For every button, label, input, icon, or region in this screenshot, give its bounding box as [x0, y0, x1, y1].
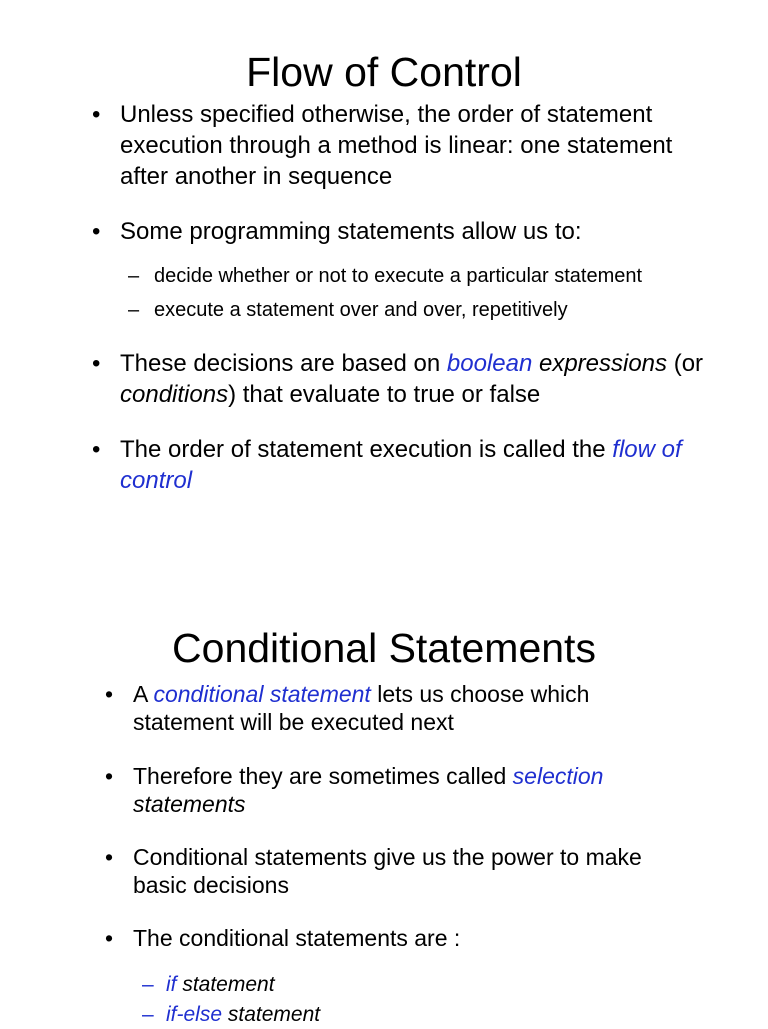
slide1-bullet-4 — [92, 434, 760, 496]
sub-item-text: decide whether or not to execute a particular statement — [154, 265, 643, 287]
term-selection: selection — [512, 763, 604, 789]
term-conditional-statement: conditional statement — [153, 681, 371, 707]
slide1-bullet-1 — [92, 99, 760, 192]
bullet-text-line — [120, 434, 760, 465]
keyword-if-else: if-else — [166, 1003, 223, 1026]
slide2-bullet-1 — [105, 680, 753, 736]
text-run: These decisions are based on — [120, 350, 447, 377]
text-run: ) that evaluate to true or false — [228, 381, 541, 408]
bullet-text-line: The conditional statements are : — [133, 925, 461, 951]
bullet-text-line: Unless specified otherwise, the order of statement — [120, 101, 653, 128]
slide1-bullet-2 — [92, 216, 760, 247]
sub-item-text: statement — [176, 973, 275, 996]
bullet-text-line: statement will be executed next — [133, 709, 454, 735]
dash-marker: – — [142, 973, 154, 996]
slide2-bullet-4 — [105, 924, 753, 952]
bullet-text-line: execution through a method is linear: one statement — [120, 132, 673, 159]
term-expressions: expressions — [532, 350, 668, 377]
slide1-title: Flow of Control — [246, 49, 522, 95]
dash-marker: – — [128, 265, 140, 287]
term-boolean: boolean — [446, 350, 533, 377]
bullet-text-line: Conditional statements give us the power to make — [133, 844, 642, 870]
dash-marker: – — [142, 1003, 154, 1026]
dash-marker: – — [128, 299, 140, 321]
slide2-sub-item-if-else — [142, 1001, 746, 1029]
slide1-sub-item-2 — [128, 297, 754, 323]
bullet-text-line: Some programming statements allow us to: — [120, 218, 582, 245]
bullet-text-line — [120, 379, 760, 410]
bullet-marker: • — [92, 350, 101, 377]
bullet-text-line — [120, 465, 760, 496]
bullet-text-line — [133, 762, 753, 790]
term-control: control — [120, 467, 193, 494]
bullet-text-line — [133, 680, 753, 708]
bullet-marker: • — [105, 763, 114, 789]
slide2-bullet-3 — [105, 843, 753, 899]
text-run: Therefore they are sometimes called — [133, 763, 513, 789]
bullet-text-line — [120, 348, 760, 379]
bullet-text-line: after another in sequence — [120, 163, 393, 190]
keyword-if: if — [166, 973, 177, 996]
text-run: The order of statement execution is called the — [120, 436, 613, 463]
bullet-marker: • — [105, 681, 114, 707]
text-run: (or — [667, 350, 704, 377]
slide1-sub-item-1 — [128, 263, 754, 289]
slide2-bullet-2 — [105, 762, 753, 818]
text-run: A — [133, 681, 154, 707]
slide2-sub-item-if — [142, 971, 746, 999]
bullet-marker: • — [92, 218, 101, 245]
bullet-marker: • — [92, 436, 101, 463]
bullet-marker: • — [105, 925, 114, 951]
term-conditions: conditions — [120, 381, 229, 408]
bullet-marker: • — [92, 101, 101, 128]
bullet-text-line: statements — [133, 791, 246, 817]
sub-item-text: execute a statement over and over, repetitively — [154, 299, 568, 321]
term-flow-of: flow of — [612, 436, 682, 463]
bullet-text-line: basic decisions — [133, 872, 289, 898]
text-run: lets us choose which — [370, 681, 590, 707]
slide2-title: Conditional Statements — [172, 625, 596, 671]
sub-item-text: statement — [222, 1003, 321, 1026]
slide1-bullet-3 — [92, 348, 760, 410]
bullet-marker: • — [105, 844, 114, 870]
